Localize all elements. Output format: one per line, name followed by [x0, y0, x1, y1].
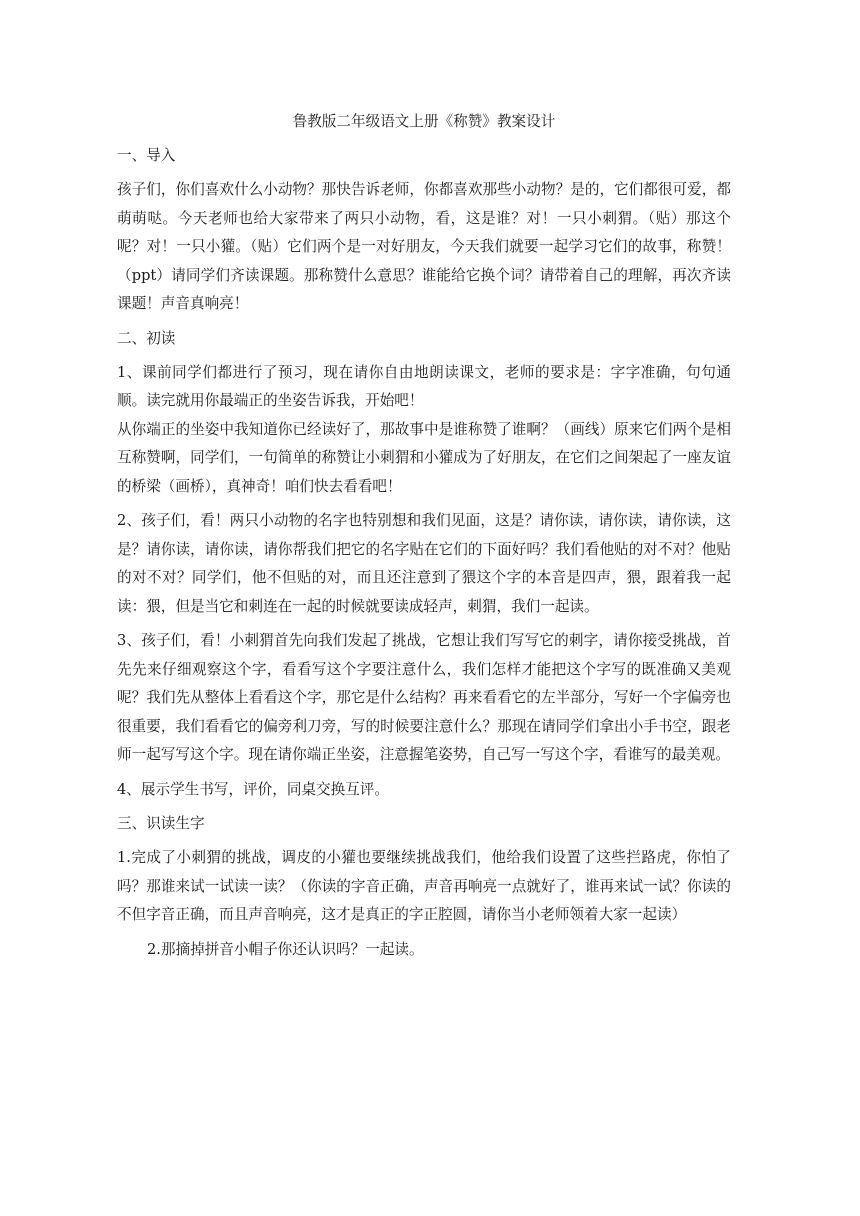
first-reading-paragraph-3: 2、孩子们，看！两只小动物的名字也特别想和我们见面，这是？请你读，请你读，请你读，这是？请你读，请你读，请你帮我们把它的名字贴在它们的下面好吗？我们看他贴的对不对？他贴的对不对？同学们，他不但贴的对，而且还注意到了猥这个字的本音是四声，猥，跟着我一起读：猥，但是当它和刺连在一起的时候就要读成轻声，刺猬，我们一起读。	[117, 512, 731, 615]
first-reading-paragraph-4: 3、孩子们，看！小刺猬首先向我们发起了挑战，它想让我们写写它的刺字，请你接受挑战，首先先来仔细观察这个字，看看写这个字要注意什么，我们怎样才能把这个字写的既准确又美观呢？我们先从整体上看看这个字，那它是什么结构？再来看看它的左半部分，写好一个字偏旁也很重要，我们看看它的偏旁利刀旁，写的时候要注意什么？那现在请同学们拿出小手书空，跟老师一起写写这个字。现在请你端正坐姿，注意握笔姿势，自己写一写这个字，看谁写的最美观。	[117, 632, 731, 763]
document-title: 鲁教版二年级语文上册《称赞》教案设计	[292, 113, 556, 130]
section-heading-intro: 一、导入	[117, 147, 176, 164]
first-reading-paragraph-5: 4、展示学生书写，评价，同桌交换互评。	[117, 780, 389, 798]
characters-paragraph-2: 2.那摘掉拼音小帽子你还认识吗？一起读。	[147, 940, 424, 958]
section-heading-characters: 三、识读生字	[117, 815, 205, 832]
characters-paragraph-1: 1.完成了小刺猬的挑战，调皮的小獾也要继续挑战我们，他给我们设置了这些拦路虎，你怕了吗？那谁来试一试读一读？（你读的字音正确，声音再响亮一点就好了，谁再来试一试？你读的不但字音正确，而且声音响亮，这才是真正的字正腔圆，请你当小老师领着大家一起读）	[117, 849, 731, 923]
document-page	[117, 108, 731, 970]
section-heading-first-reading: 二、初读	[117, 329, 176, 347]
intro-paragraph: 孩子们，你们喜欢什么小动物？那快告诉老师，你都喜欢那些小动物？是的，它们都很可爱，都萌萌哒。今天老师也给大家带来了两只小动物，看，这是谁？对！一只小刺猬。（贴）那这个呢？对！一只小獾。（贴）它们两个是一对好朋友，今天我们就要一起学习它们的故事，称赞！（ppt）请同学们齐读课题。那称赞什么意思？谁能给它换个词？请带着自己的理解，再次齐读课题！声音真响亮！	[117, 181, 731, 312]
first-reading-paragraph-2: 从你端正的坐姿中我知道你已经读好了，那故事中是谁称赞了谁啊？（画线）原来它们两个是相互称赞啊，同学们，一句简单的称赞让小刺猬和小獾成为了好朋友，在它们之间架起了一座友谊的桥梁（画桥），真神奇！咱们快去看看吧！	[117, 420, 731, 495]
first-reading-paragraph-1: 1、课前同学们都进行了预习，现在请你自由地朗读课文，老师的要求是：字字准确，句句通顺。读完就用你最端正的坐姿告诉我，开始吧！	[117, 363, 731, 409]
